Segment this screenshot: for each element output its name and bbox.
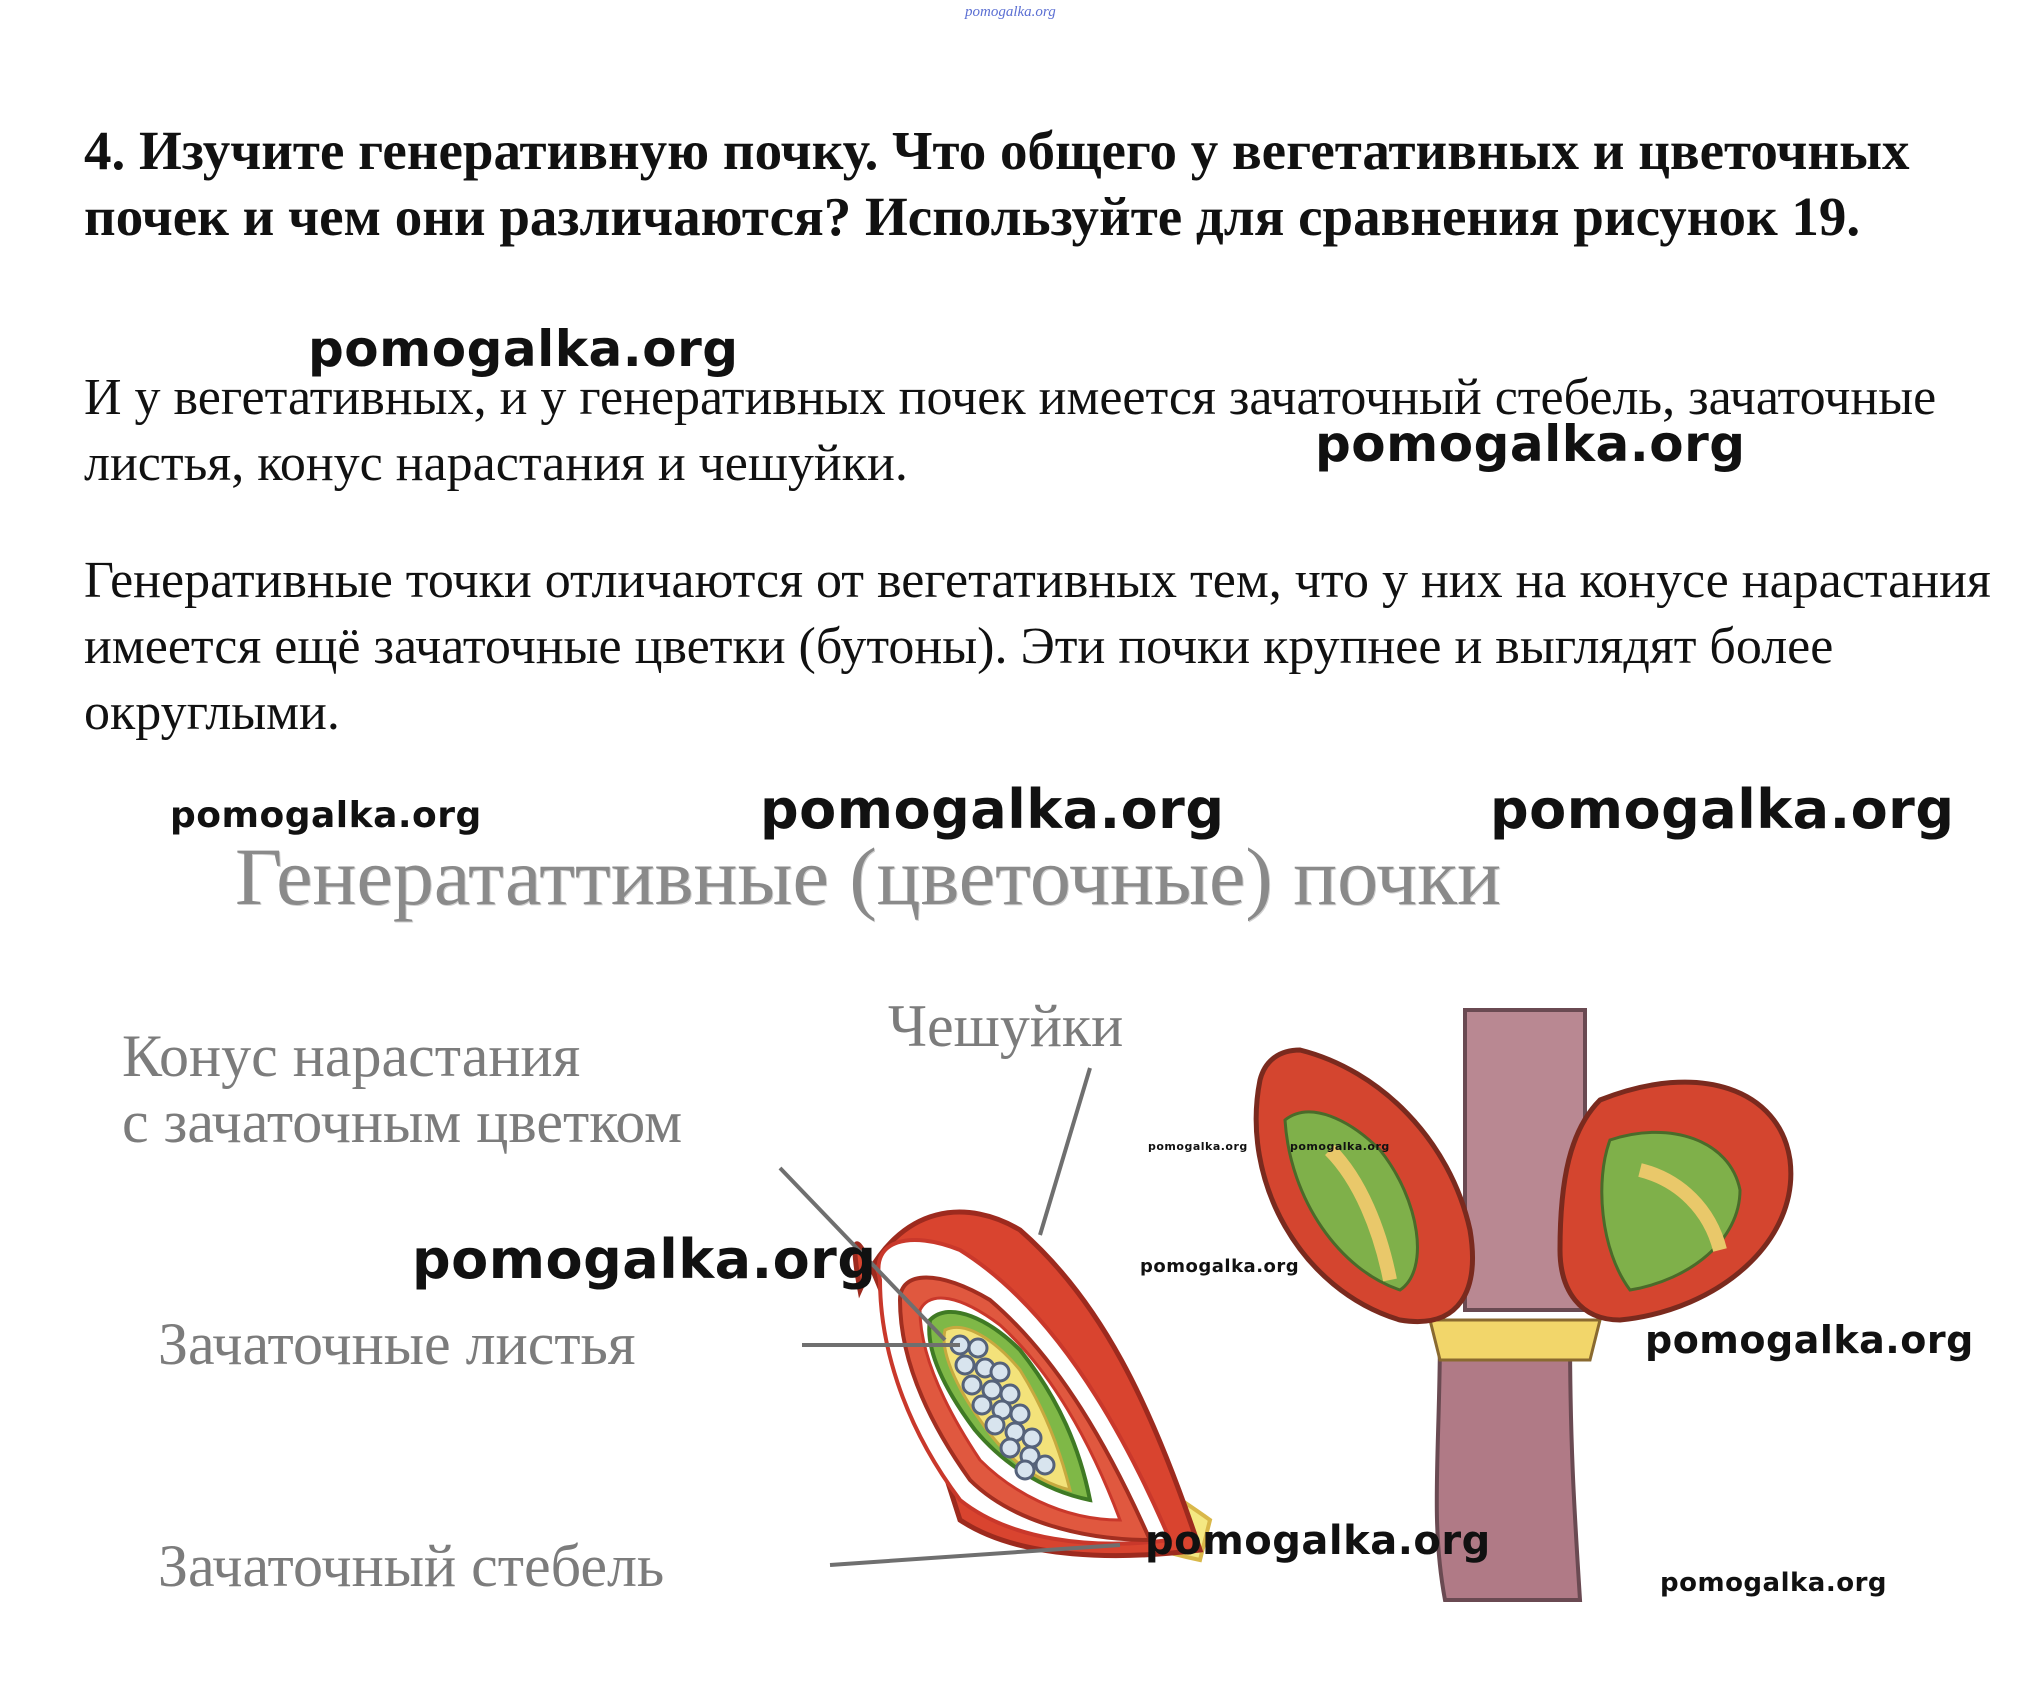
label-cone-line2: с зачаточным цветком <box>122 1089 683 1155</box>
watermark: pomogalka.org <box>308 320 739 378</box>
top-watermark: pomogalka.org <box>965 4 1056 20</box>
label-leaves: Зачаточные листья <box>158 1311 636 1377</box>
label-scales: Чешуйки <box>888 993 1124 1059</box>
figure-title: Генерататтивные (цветочные) почки <box>235 831 1501 922</box>
watermark: pomogalka.org <box>1660 1568 1888 1598</box>
watermark: pomogalka.org <box>1145 1518 1491 1564</box>
label-cone-line1: Конус нарастания <box>122 1023 581 1089</box>
watermark: pomogalka.org <box>1140 1256 1300 1277</box>
watermark: pomogalka.org <box>1645 1318 1974 1362</box>
answer-paragraph-2: Генеративные точки отличаются от вегетативных тем, что у них на конусе нарастания имеется ещё зачаточные цветки (бутоны). Эти почки крупнее и выглядят более округлыми. <box>84 552 1991 741</box>
watermark: pomogalka.org <box>760 778 1225 841</box>
task-question: 4. Изучите генеративную почку. Что общего у вегетативных и цветочных почек и чем они различаются? Используйте для сравнения рисунок 19. <box>84 120 1910 247</box>
watermark: pomogalka.org <box>1290 1140 1390 1153</box>
watermark: pomogalka.org <box>1490 778 1955 841</box>
answer-paragraph-1: И у вегетативных, и у генеративных почек имеется зачаточный стебель, зачаточные листья, конус нарастания и чешуйки. <box>84 369 1937 492</box>
twig-illustration <box>1256 1010 1791 1600</box>
watermark: pomogalka.org <box>1148 1140 1248 1153</box>
watermark: pomogalka.org <box>1315 415 1746 473</box>
watermark: pomogalka.org <box>170 795 482 836</box>
watermark: pomogalka.org <box>412 1228 877 1291</box>
label-stem: Зачаточный стебель <box>158 1533 665 1599</box>
